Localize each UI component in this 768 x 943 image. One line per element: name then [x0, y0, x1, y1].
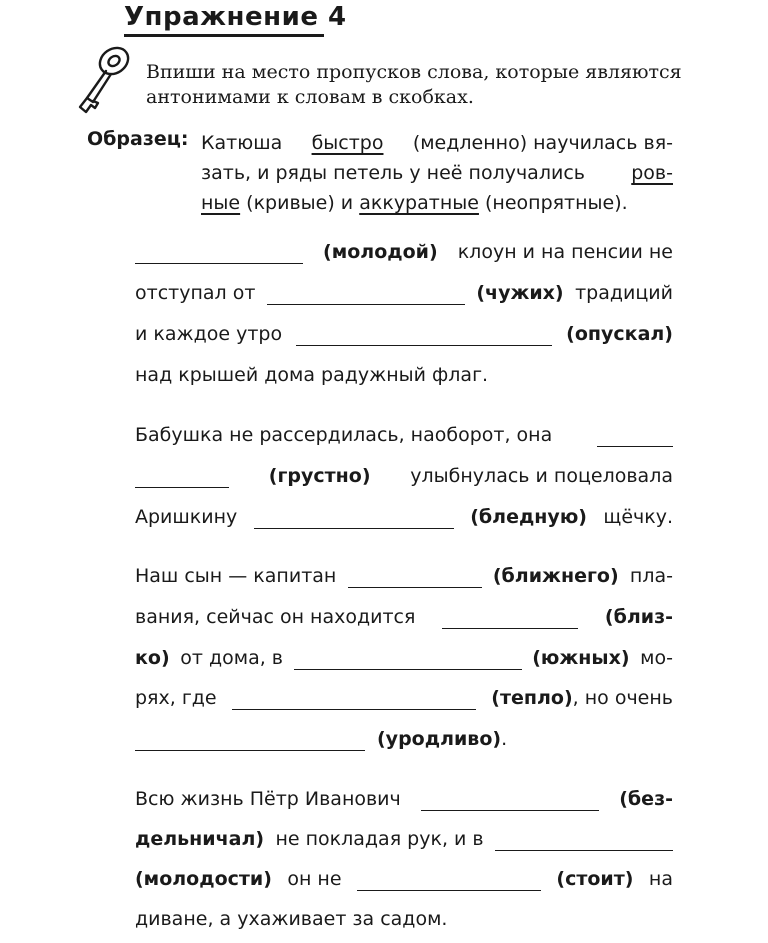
text: отступал от [135, 282, 256, 304]
p3-line-3 [135, 638, 673, 678]
text: Бабушка не рассердилась, наоборот, она [135, 424, 553, 446]
sample-text [201, 128, 673, 218]
sample-word: (медленно) научилась вя- [412, 132, 673, 154]
p4-line-4 [135, 899, 673, 939]
text: Наш сын — капитан [135, 565, 337, 587]
answer-blank[interactable] [267, 282, 465, 305]
text: . [501, 728, 508, 750]
text: и каждое утро [135, 323, 283, 345]
hint-word: (без- [619, 788, 673, 810]
hint-word: (чужих) [476, 282, 564, 304]
sample-word: (кривые) и [246, 192, 354, 214]
hint-word: (стоит) [556, 868, 634, 890]
p2-line-1 [135, 415, 673, 455]
hint-word: (молодой) [323, 241, 438, 263]
p3-line-2 [135, 597, 673, 637]
sample-label: Образец: [87, 128, 189, 150]
key-icon [70, 44, 136, 116]
answer-blank[interactable] [421, 788, 599, 811]
sample-word: зать, и ряды петель у неё получались [201, 162, 585, 184]
title-underline [124, 34, 324, 37]
sample-line [201, 188, 673, 218]
answer-blank[interactable] [495, 828, 673, 851]
answer-blank[interactable] [135, 241, 303, 264]
sample-answer: ров- [631, 162, 673, 184]
hint-group [377, 719, 507, 759]
exercise-title: Упражнение 4 [124, 2, 347, 32]
text: Аришкину [135, 506, 238, 528]
hint-word: ко) [135, 647, 170, 669]
text: пла- [629, 565, 673, 587]
p4-line-2 [135, 819, 673, 859]
answer-blank[interactable] [442, 606, 578, 629]
hint-word: (бледную) [470, 506, 587, 528]
hint-word: (уродливо) [377, 728, 502, 750]
answer-blank[interactable] [296, 323, 552, 346]
text: от дома, в [180, 647, 283, 669]
p4-line-1 [135, 779, 673, 819]
text: диване, а ухаживает за садом. [135, 908, 448, 930]
hint-group [491, 678, 673, 718]
text: на [648, 868, 673, 890]
answer-blank[interactable] [232, 687, 476, 710]
answer-blank[interactable] [357, 868, 541, 891]
text: мо- [640, 647, 673, 669]
text: над крышей дома радужный флаг. [135, 364, 489, 386]
text: он не [287, 868, 342, 890]
instruction-line: Впиши на место пропусков слова, которые являются [146, 61, 682, 83]
answer-blank[interactable] [254, 506, 454, 529]
sample-line [201, 158, 673, 188]
sample-answer: аккуратные [359, 192, 479, 214]
p3-line-5 [135, 719, 673, 759]
hint-word: (ближнего) [492, 565, 619, 587]
p3-line-1 [135, 556, 673, 596]
instruction [146, 60, 686, 110]
p1-line-1 [135, 232, 673, 272]
text: клоун и на пенсии не [457, 241, 673, 263]
text: рях, где [135, 687, 217, 709]
p1-line-3 [135, 314, 673, 354]
sample-answer: ные [201, 192, 241, 214]
sample-answer: быстро [311, 132, 384, 154]
p4-line-3 [135, 859, 673, 899]
instruction-line: антонимами к словам в скобках. [146, 86, 474, 108]
text: традиций [575, 282, 673, 304]
hint-word: (грустно) [268, 465, 371, 487]
p1-line-4 [135, 355, 673, 395]
p3-line-4 [135, 678, 673, 718]
answer-blank[interactable] [135, 728, 365, 751]
answer-blank[interactable] [348, 565, 482, 588]
p2-line-3 [135, 497, 673, 537]
hint-word: (тепло) [491, 687, 573, 709]
hint-word: дельничал) [135, 828, 265, 850]
sample-word: (неопрятные). [485, 192, 628, 214]
p2-line-2 [135, 456, 673, 496]
answer-blank[interactable] [135, 465, 229, 488]
text: улыбнулась и поцеловала [410, 465, 673, 487]
sample-line [201, 128, 673, 158]
text: не покладая рук, и в [275, 828, 484, 850]
text: вания, сейчас он находится [135, 606, 416, 628]
hint-word: (опускал) [566, 323, 673, 345]
p1-line-2 [135, 273, 673, 313]
text: Всю жизнь Пётр Иванович [135, 788, 401, 810]
answer-blank[interactable] [597, 424, 673, 447]
hint-word: (южных) [532, 647, 630, 669]
hint-word: (молодости) [135, 868, 272, 890]
sample-word: Катюша [201, 132, 283, 154]
text: , но очень [572, 687, 673, 709]
text: щёчку. [603, 506, 673, 528]
hint-word: (близ- [604, 606, 673, 628]
answer-blank[interactable] [294, 647, 522, 670]
